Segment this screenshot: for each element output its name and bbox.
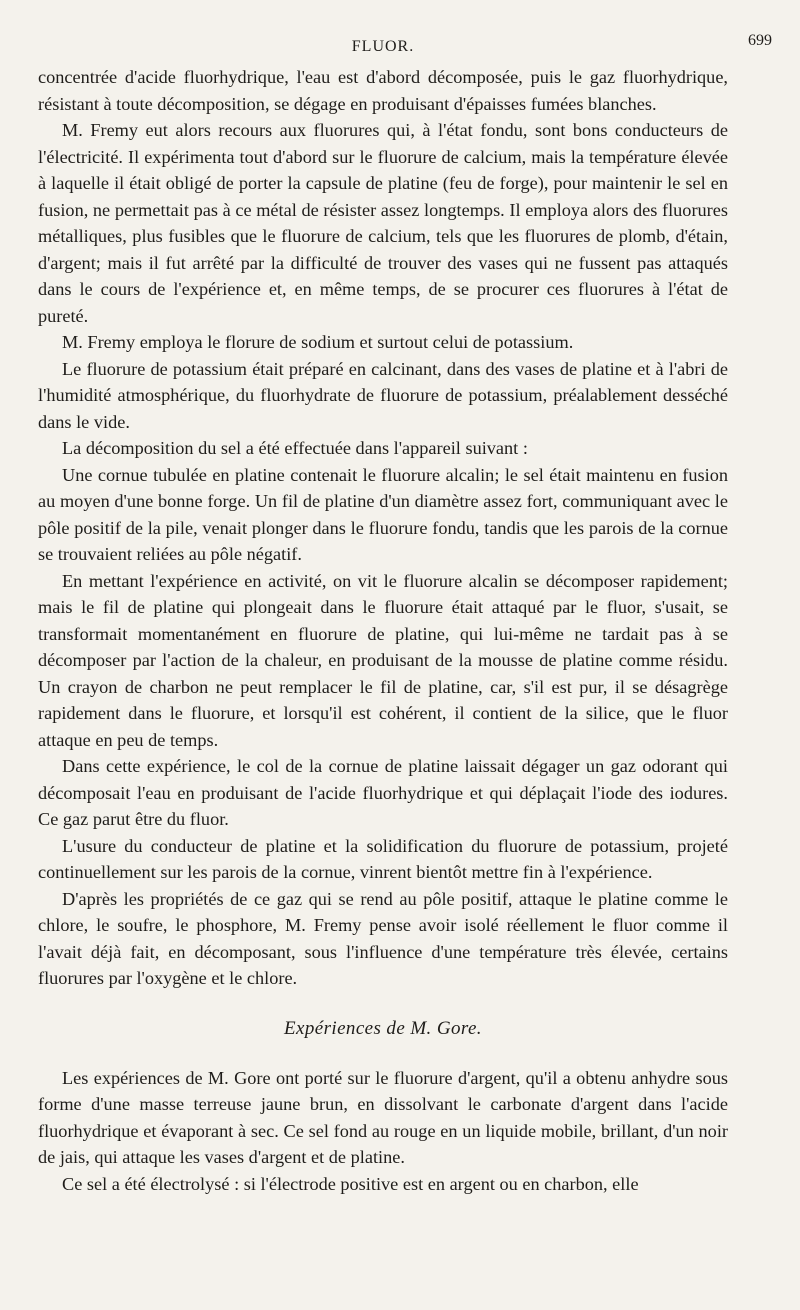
paragraph: D'après les propriétés de ce gaz qui se rend au pôle positif, attaque le platine comme le chlore, le soufre, le phosphore, M. Fremy pense avoir isolé réellement le fluor comme il l'avait déjà fait, en décomposant, sous l'influence d'une température très élevée, certains fluorures par l'oxygène et le chlore. xyxy=(38,888,728,988)
paragraph: Ce sel a été électrolysé : si l'électrode positive est en argent ou en charbon, elle xyxy=(62,1173,639,1194)
paragraph: concentrée d'acide fluorhydrique, l'eau est d'abord décomposée, puis le gaz fluorhydrique, résistant à toute décomposition, se dégage en produisant d'épaisses fumées blanches. xyxy=(38,67,728,114)
paragraph: M. Fremy employa le florure de sodium et surtout celui de potassium. xyxy=(62,332,574,352)
paragraph: La décomposition du sel a été effectuée dans l'appareil suivant : xyxy=(62,438,528,458)
paragraph: Dans cette expérience, le col de la cornue de platine laissait dégager un gaz odorant qui décomposait l'eau en produisant de l'acide fluorhydrique et qui déplaçait l'iode des iodures. Ce gaz parut être du fluor. xyxy=(38,756,728,829)
paragraph: Les expériences de M. Gore ont porté sur le fluorure d'argent, qu'il a obtenu anhydre sous forme d'une masse terreuse jaune brun, en dissolvant le carbonate d'argent dans l'acide fluorhydrique et évaporant à sec. Ce sel fond au rouge en un liquide mobile, brillant, d'un noir de jais, qui attaque les vases d'argent et de platine. xyxy=(38,1067,728,1167)
running-head: FLUOR. xyxy=(351,38,415,55)
page-number: 699 xyxy=(748,32,772,49)
section-body-text xyxy=(38,1065,728,1198)
paragraph: M. Fremy eut alors recours aux fluorures qui, à l'état fondu, sont bons conducteurs de l'électricité. Il expérimenta tout d'abord sur le fluorure de calcium, mais la température élevée à laquelle il était obligé de porter la capsule de platine (feu de forge), pour maintenir le sel en fusion, ne permettait pas à ce métal de résister assez longtemps. Il employa alors des fluorures métalliques, plus fusibles que le fluorure de calcium, tels que les fluorures de plomb, d'étain, d'argent; mais il fut arrêté par la difficulté de trouver des vases qui ne fussent pas attaqués dans le cours de l'expérience et, en même temps, de se procurer ces fluorures à l'état de pureté. xyxy=(38,120,728,326)
body-text xyxy=(38,64,728,992)
paragraph: En mettant l'expérience en activité, on vit le fluorure alcalin se décomposer rapidement; mais le fil de platine qui plongeait dans le fluorure était attaqué par le fluor, s'usait, se transformait momentanément en fluorure de platine, qui lui-même ne tardait pas à se décomposer par l'action de la chaleur, en produisant de la mousse de platine comme résidu. Un crayon de charbon ne peut remplacer le fil de platine, car, s'il est pur, il se désagrège rapidement dans le fluorure, et lorsqu'il est cohérent, il contient de la silice, que le fluor attaque en peu de temps. xyxy=(38,570,728,750)
paragraph: Le fluorure de potassium était préparé en calcinant, dans des vases de platine et à l'abri de l'humidité atmosphérique, du fluorhydrate de fluorure de potassium, préalablement desséché dans le vide. xyxy=(38,358,728,432)
paragraph: L'usure du conducteur de platine et la solidification du fluorure de potassium, projeté continuellement sur les parois de la cornue, vinrent bientôt mettre fin à l'expérience. xyxy=(38,835,728,882)
page-header xyxy=(38,28,772,64)
paragraph: Une cornue tubulée en platine contenait le fluorure alcalin; le sel était maintenu en fusion au moyen d'une bonne forge. Un fil de platine d'un diamètre assez fort, communiquant avec le pôle positif de la pile, venait plonger dans le fluorure fondu, tandis que les parois de la cornue se trouvaient reliées au pôle négatif. xyxy=(38,464,728,564)
section-title: Expériences de M. Gore. xyxy=(284,1017,482,1039)
